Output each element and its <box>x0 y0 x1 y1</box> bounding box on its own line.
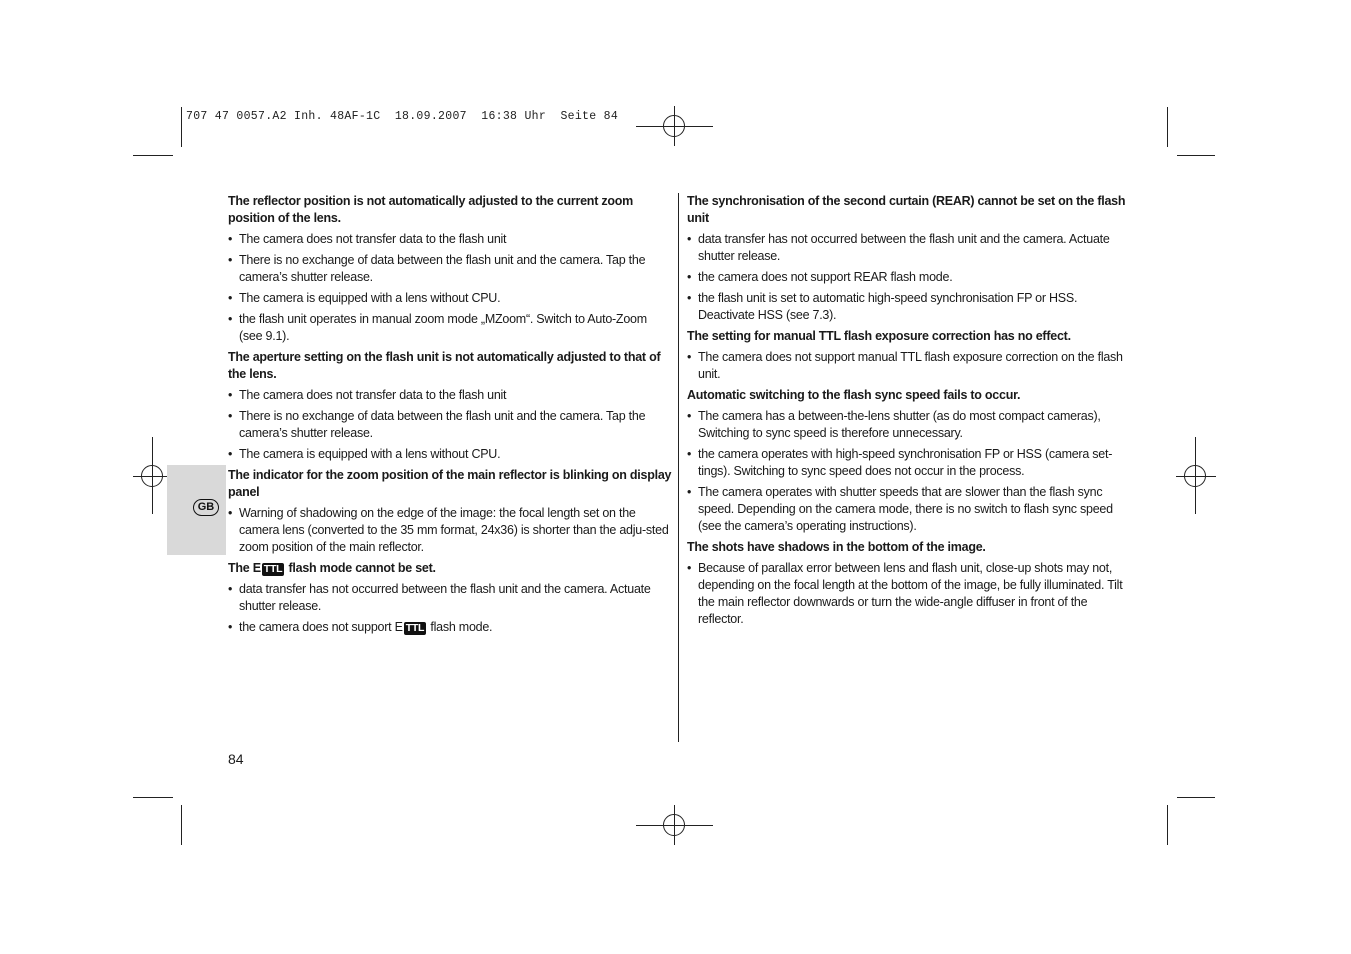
list-item: • The camera operates with shutter speeds that are slower than the flash sync speed. Depending on the camera mode, there is no switch to flash sync speed (see the camera’s operating instructions). <box>687 484 1131 535</box>
right-column <box>687 193 1131 632</box>
section-aperture-setting <box>228 349 672 463</box>
section-heading: The shots have shadows in the bottom of the image. <box>687 540 986 554</box>
section-heading: The aperture setting on the flash unit is not automatically adjusted to that of the lens. <box>228 350 661 381</box>
list-item: • The camera does not support manual TTL flash exposure correction on the flash unit. <box>687 349 1131 383</box>
bullet-list <box>228 505 672 556</box>
column-divider <box>678 193 679 742</box>
page-number: 84 <box>228 751 244 767</box>
section-ettl-mode <box>228 560 672 636</box>
section-ttl-correction <box>687 328 1131 383</box>
section-heading: The synchronisation of the second curtain (REAR) cannot be set on the flash unit <box>687 194 1126 225</box>
list-item: • The camera does not transfer data to the flash unit <box>228 387 672 404</box>
list-item: • the camera operates with high-speed synchronisation FP or HSS (camera set-tings). Switching to sync speed does not occur in the process. <box>687 446 1131 480</box>
list-item: • The camera has a between-the-lens shutter (as do most compact cameras), Switching to sync speed is therefore unnecessary. <box>687 408 1131 442</box>
section-heading: Automatic switching to the flash sync speed fails to occur. <box>687 388 1021 402</box>
list-item: • the flash unit is set to automatic high-speed synchronisation FP or HSS. Deactivate HSS (see 7.3). <box>687 290 1131 324</box>
crop-mark <box>181 805 182 845</box>
ttl-badge: TTL <box>405 622 425 634</box>
crop-mark <box>133 155 173 156</box>
list-item: • the flash unit operates in manual zoom mode „MZoom“. Switch to Auto-Zoom (see 9.1). <box>228 311 672 345</box>
bullet-list <box>228 231 672 345</box>
list-item: • There is no exchange of data between the flash unit and the camera. Tap the camera’s shutter release. <box>228 252 672 286</box>
section-heading: The indicator for the zoom position of the main reflector is blinking on display panel <box>228 468 672 499</box>
section-reflector-position <box>228 193 672 345</box>
list-item: • the camera does not support REAR flash mode. <box>687 269 1131 286</box>
crop-mark <box>133 797 173 798</box>
list-item: • data transfer has not occurred between the flash unit and the camera. Actuate shutter release. <box>228 581 672 615</box>
list-item: • The camera is equipped with a lens without CPU. <box>228 290 672 307</box>
crop-mark <box>181 107 182 147</box>
crop-mark <box>1177 797 1215 798</box>
crop-mark <box>1177 155 1215 156</box>
list-item: • There is no exchange of data between the flash unit and the camera. Tap the camera’s shutter release. <box>228 408 672 442</box>
list-item: • Because of parallax error between lens and flash unit, close-up shots may not, depending on the focal length at the bottom of the image, be fully illuminated. Tilt the main reflector downwards or turn the wide-angle diffuser in front of the reflector. <box>687 560 1131 628</box>
section-heading: The reflector position is not automatically adjusted to the current zoom position of the lens. <box>228 194 633 225</box>
language-badge: GB <box>193 499 219 516</box>
bullet-list <box>687 408 1131 535</box>
crop-mark <box>1167 107 1168 147</box>
section-sync-speed <box>687 387 1131 535</box>
section-rear-sync <box>687 193 1131 324</box>
section-shadows <box>687 539 1131 628</box>
bullet-list <box>687 560 1131 628</box>
bullet-list <box>687 349 1131 383</box>
list-item: • The camera does not transfer data to the flash unit <box>228 231 672 248</box>
list-item: • data transfer has not occurred between the flash unit and the camera. Actuate shutter release. <box>687 231 1131 265</box>
crop-mark <box>1167 805 1168 845</box>
bullet-list <box>228 581 672 636</box>
list-item: • the camera does not support E TTL flash mode. <box>228 619 672 636</box>
left-column <box>228 193 672 640</box>
list-item: • Warning of shadowing on the edge of the image: the focal length set on the camera lens (converted to the 35 mm format, 24x36) is shorter than the adju-sted zoom position of the main reflector. <box>228 505 672 556</box>
print-header: 707 47 0057.A2 Inh. 48AF-1C 18.09.2007 16:38 Uhr Seite 84 <box>186 110 619 123</box>
ttl-badge: TTL <box>263 563 283 575</box>
section-heading: The setting for manual TTL flash exposure correction has no effect. <box>687 329 1071 343</box>
list-item: • The camera is equipped with a lens without CPU. <box>228 446 672 463</box>
section-heading: The E TTL flash mode cannot be set. <box>228 561 436 575</box>
bullet-list <box>687 231 1131 324</box>
bullet-list <box>228 387 672 463</box>
section-zoom-indicator-blinking <box>228 467 672 556</box>
